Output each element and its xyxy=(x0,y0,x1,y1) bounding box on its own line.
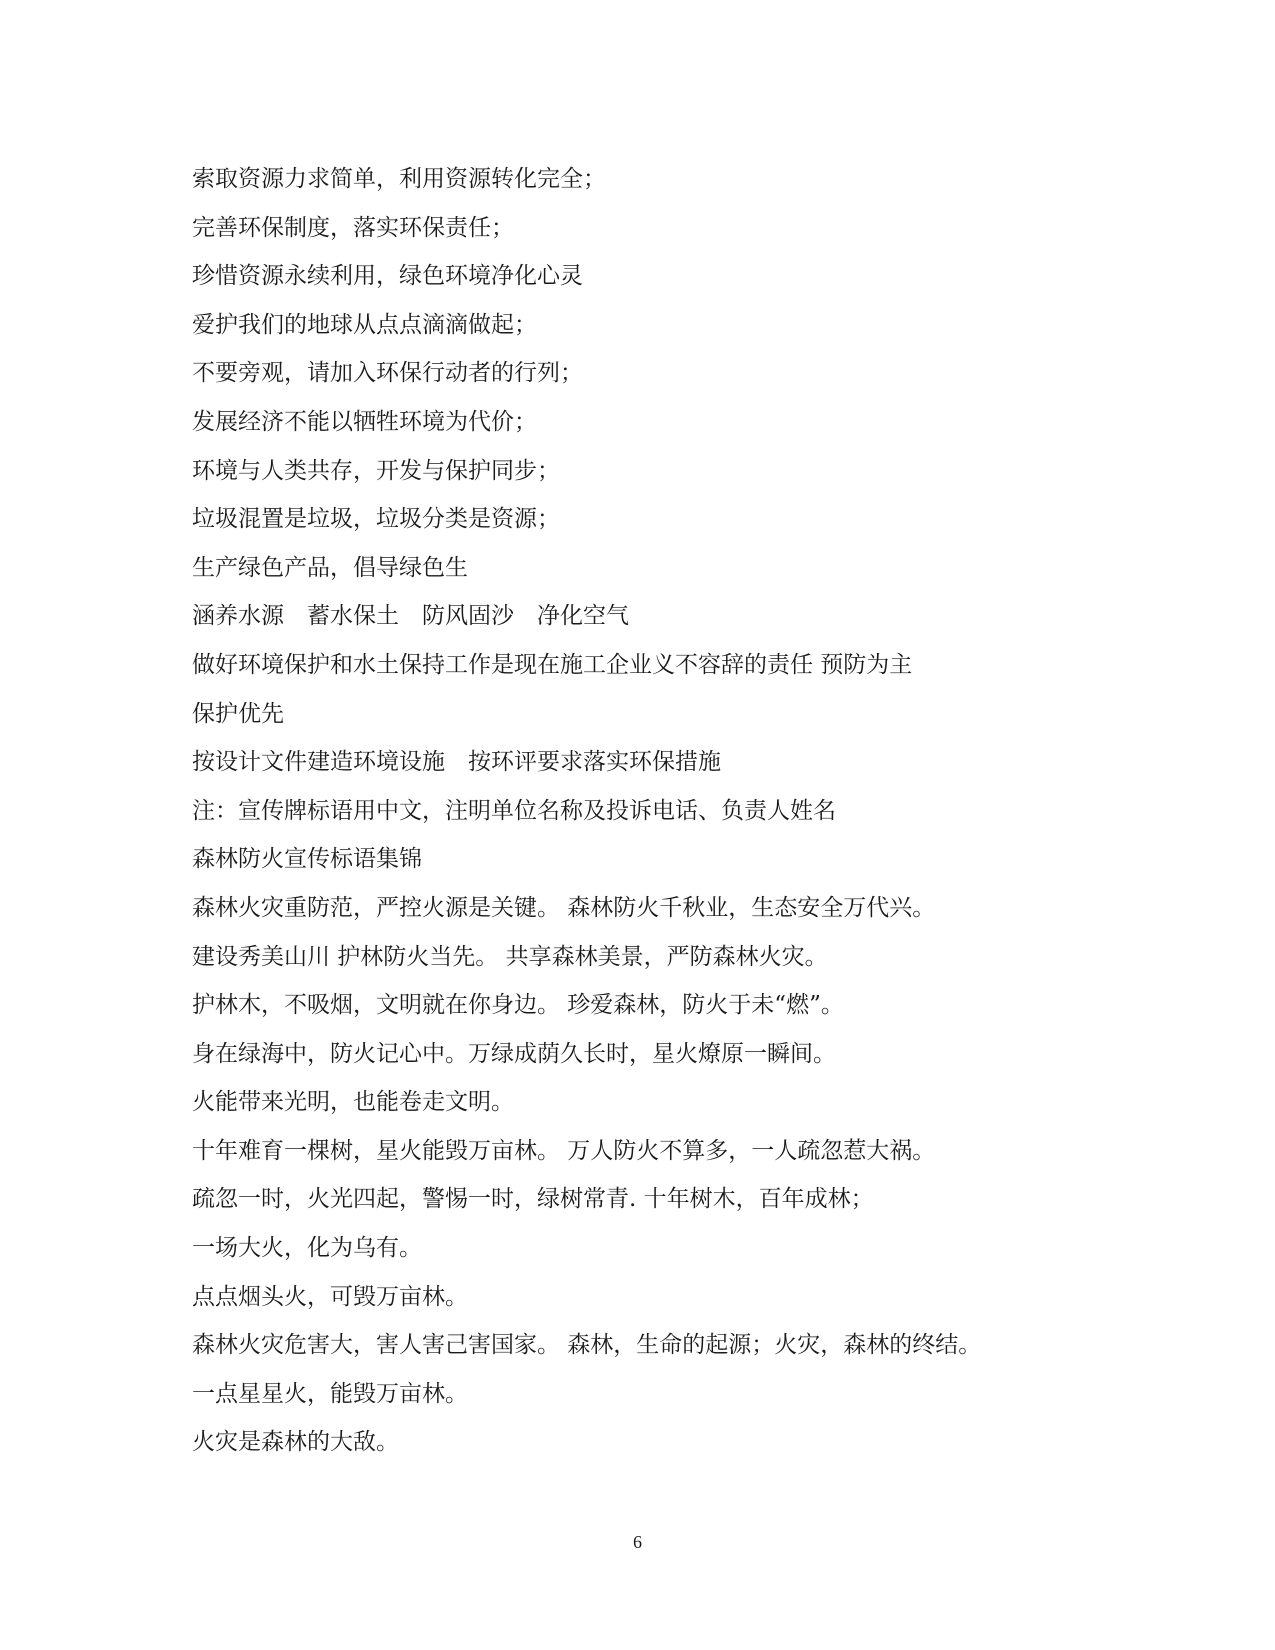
text-line: 垃圾混置是垃圾，垃圾分类是资源； xyxy=(192,506,560,533)
text-line: 不要旁观，请加入环保行动者的行列； xyxy=(192,360,583,387)
text-line: 一场大火，化为乌有。 xyxy=(192,1235,422,1262)
document-body xyxy=(192,155,1092,1467)
text-line: 按设计文件建造环境设施 按环评要求落实环保措施 xyxy=(192,749,721,776)
section-heading: 森林防火宣传标语集锦 xyxy=(192,846,422,873)
text-line: 保护优先 xyxy=(192,700,284,727)
text-line: 索取资源力求简单，利用资源转化完全； xyxy=(192,166,606,192)
text-line: 做好环境保护和水土保持工作是现在施工企业义不容辞的责任 预防为主 xyxy=(192,651,913,678)
text-line: 森林火灾危害大，害人害己害国家。 森林，生命的起源；火灾，森林的终结。 xyxy=(192,1332,982,1359)
text-line: 森林火灾重防范，严控火源是关键。 森林防火千秋业，生态安全万代兴。 xyxy=(192,894,936,921)
text-line: 火能带来光明，也能卷走文明。 xyxy=(192,1089,514,1116)
text-line: 建设秀美山川 护林防火当先。 共享森林美景，严防森林火灾。 xyxy=(192,943,828,970)
text-line: 身在绿海中，防火记心中。万绿成荫久长时，星火燎原一瞬间。 xyxy=(192,1040,836,1067)
text-line: 点点烟头火，可毁万亩林。 xyxy=(192,1283,468,1310)
page-number: 6 xyxy=(633,1532,642,1552)
text-line: 疏忽一时，火光四起，警惕一时，绿树常青. 十年树木，百年成林； xyxy=(192,1186,874,1213)
text-line: 爱护我们的地球从点点滴滴做起； xyxy=(192,311,537,338)
text-line: 珍惜资源永续利用，绿色环境净化心灵 xyxy=(192,263,583,290)
text-line: 火灾是森林的大敌。 xyxy=(192,1429,399,1456)
text-line: 注：宣传牌标语用中文，注明单位名称及投诉电话、负责人姓名 xyxy=(192,797,836,824)
text-line: 发展经济不能以牺牲环境为代价； xyxy=(192,408,537,435)
text-line: 一点星星火，能毁万亩林。 xyxy=(192,1380,468,1407)
text-line: 生产绿色产品，倡导绿色生 xyxy=(192,554,468,581)
text-line: 十年难育一棵树，星火能毁万亩林。 万人防火不算多，一人疏忽惹大祸。 xyxy=(192,1137,936,1164)
text-line: 环境与人类共存，开发与保护同步； xyxy=(192,457,560,484)
text-line: 涵养水源 蓄水保土 防风固沙 净化空气 xyxy=(192,603,629,630)
text-line: 完善环保制度，落实环保责任； xyxy=(192,214,514,241)
text-line: 护林木，不吸烟，文明就在你身边。 珍爱森林，防火于未“燃”。 xyxy=(192,992,844,1019)
